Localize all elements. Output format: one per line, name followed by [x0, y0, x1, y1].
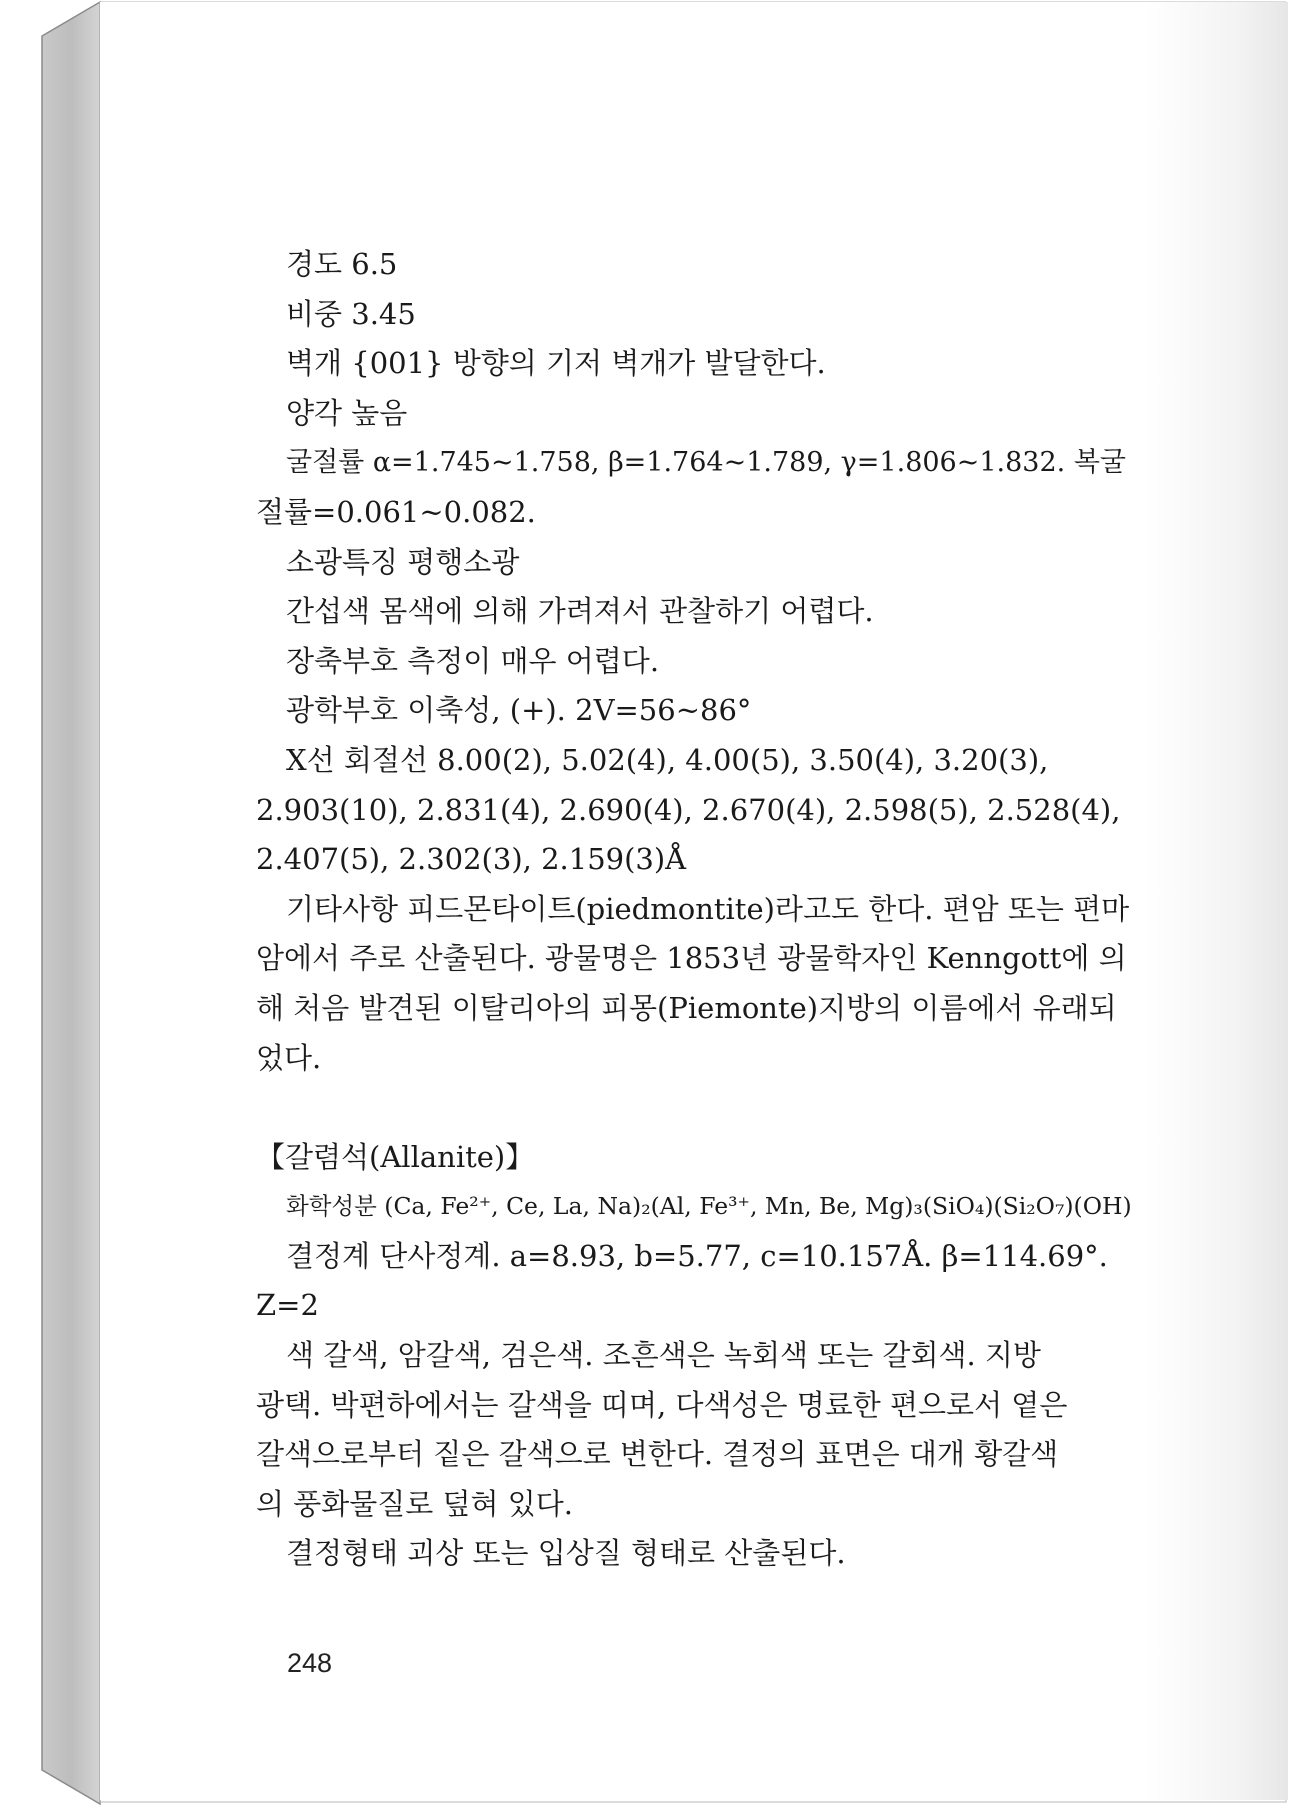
text-line-specific-gravity: 비중 3.45 [286, 296, 416, 331]
text-line-chemical-composition: 화학성분 (Ca, Fe²⁺, Ce, La, Na)₂(Al, Fe³⁺, Mn, Be, Mg)₃(SiO₄)(Si₂O₇)(OH) [286, 1192, 1132, 1221]
text-line-remarks-2: 암에서 주로 산출된다. 광물명은 1853년 광물학자인 Kenngott에 의 [256, 941, 1127, 976]
text-line-birefringence: 절률=0.061~0.082. [256, 494, 536, 529]
section-gap [256, 1083, 1141, 1133]
text-line-color-3: 갈색으로부터 짙은 갈색으로 변한다. 결정의 표면은 대개 황갈색 [256, 1437, 1059, 1472]
text-line-crystal-system: 결정계 단사정계. a=8.93, b=5.77, c=10.157Å. β=114.69°. [286, 1238, 1108, 1273]
text-line-optic-sign: 광학부호 이축성, (+). 2V=56~86° [286, 693, 752, 728]
text-line-crystal-habit: 결정형태 괴상 또는 입상질 형태로 산출된다. [286, 1536, 846, 1571]
text-line-refractive-index: 굴절률 α=1.745~1.758, β=1.764~1.789, γ=1.806~1.832. 복굴 [286, 447, 1126, 479]
text-line-color-4: 의 풍화물질로 덮혀 있다. [256, 1486, 574, 1521]
text-line-remarks-3: 해 처음 발견된 이탈리아의 피몽(Piemonte)지방의 이름에서 유래되 [256, 990, 1117, 1025]
text-line-xray-2: 2.903(10), 2.831(4), 2.690(4), 2.670(4), 2.598(5), 2.528(4), [256, 792, 1121, 827]
text-line-extinction: 소광특징 평행소광 [286, 544, 520, 579]
text-line-cleavage: 벽개 {001} 방향의 기저 벽개가 발달한다. [286, 346, 826, 381]
text-line-elongation: 장축부호 측정이 매우 어렵다. [286, 643, 660, 678]
text-line-relief: 양각 높음 [286, 395, 408, 430]
text-line-xray-1: X선 회절선 8.00(2), 5.02(4), 4.00(5), 3.50(4), 3.20(3), [286, 742, 1049, 777]
section-heading-allanite: 【갈렴석(Allanite)】 [256, 1139, 535, 1174]
text-line-color-1: 색 갈색, 암갈색, 검은색. 조흔색은 녹회색 또는 갈회색. 지방 [286, 1338, 1041, 1373]
page-text [256, 240, 1141, 1579]
text-line-hardness: 경도 6.5 [286, 247, 398, 281]
text-line-xray-3: 2.407(5), 2.302(3), 2.159(3)Å [256, 842, 687, 877]
text-line-remarks-4: 었다. [256, 1040, 322, 1075]
text-line-z: Z=2 [256, 1288, 319, 1323]
page-number: 248 [287, 1648, 333, 1678]
text-line-color-2: 광택. 박편하에서는 갈색을 띠며, 다색성은 명료한 편으로서 옅은 [256, 1387, 1068, 1422]
text-line-remarks-1: 기타사항 피드몬타이트(piedmontite)라고도 한다. 편암 또는 편마 [286, 891, 1130, 926]
text-line-interference-color: 간섭색 몸색에 의해 가려져서 관찰하기 어렵다. [286, 594, 874, 629]
